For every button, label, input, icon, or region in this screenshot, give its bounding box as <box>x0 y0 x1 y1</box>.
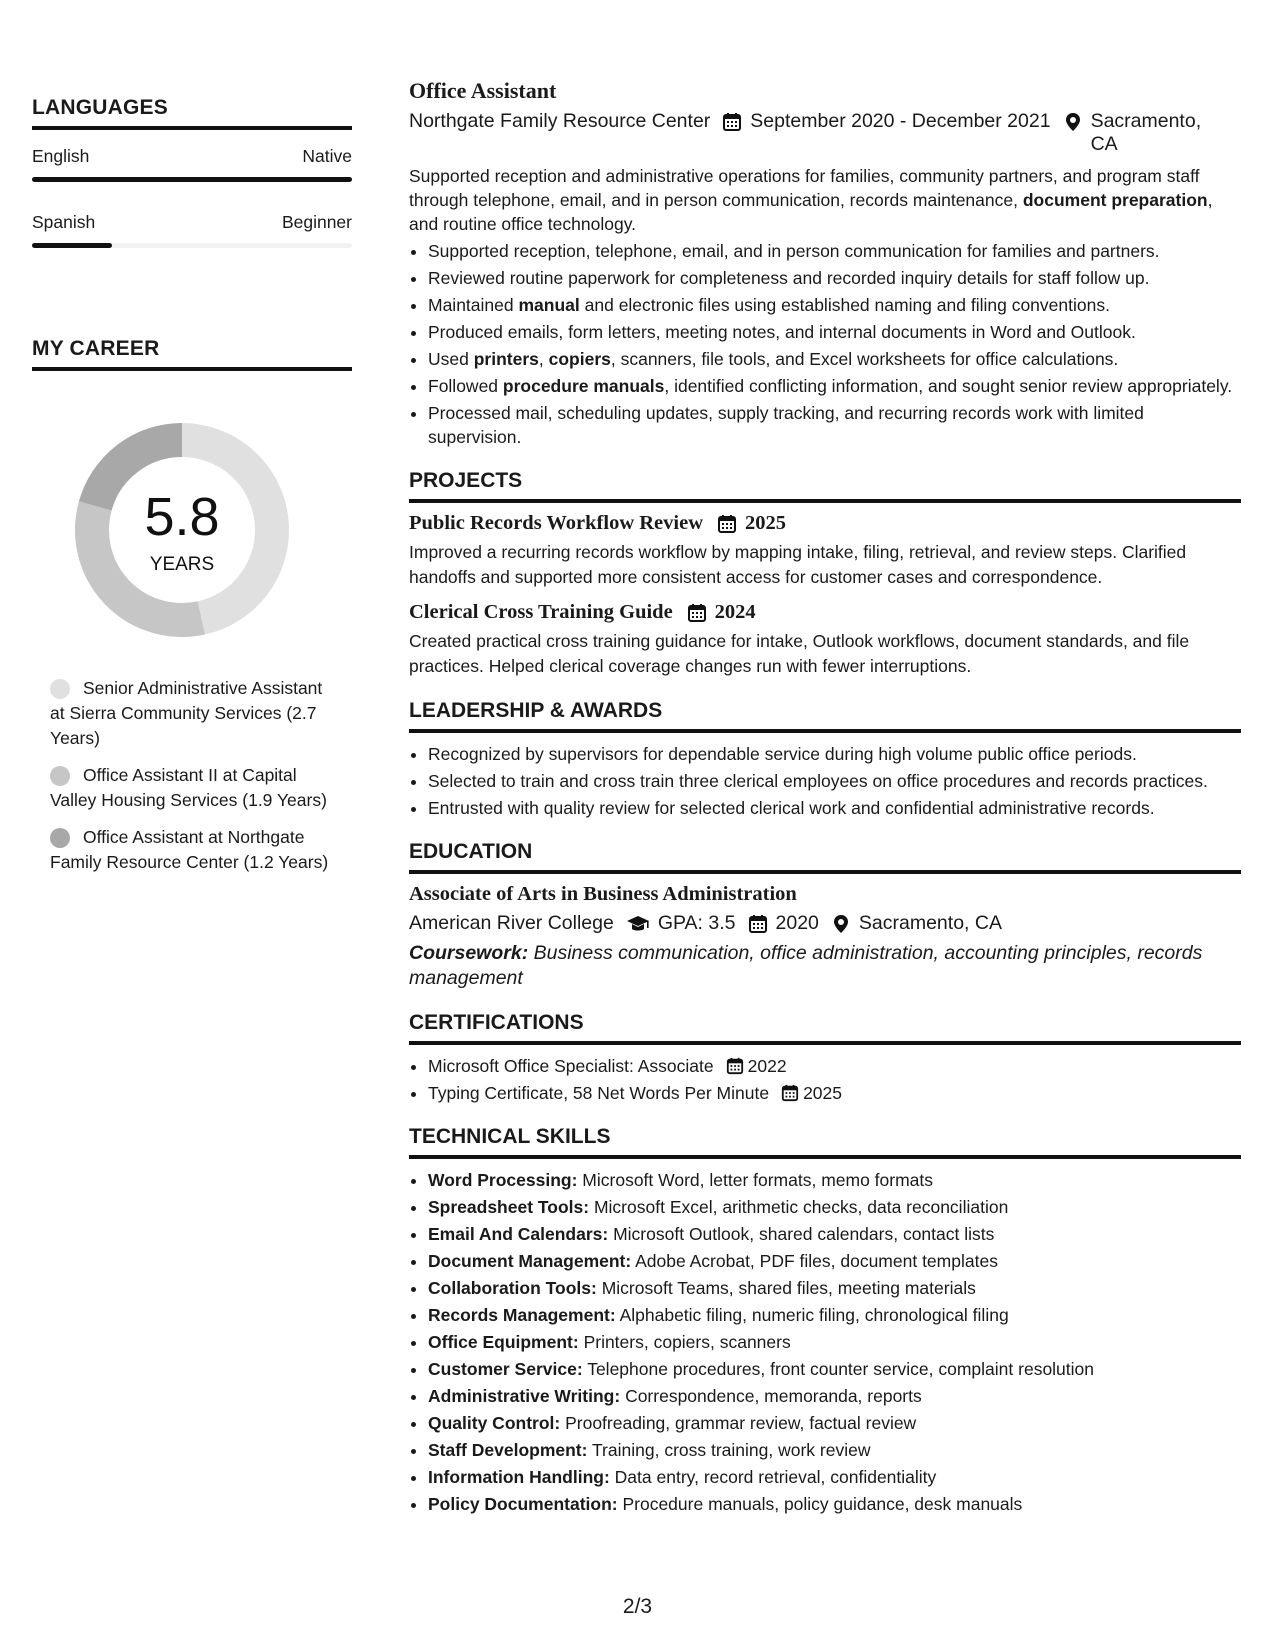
skill-item <box>428 1492 1241 1516</box>
skills-list <box>409 1168 1241 1516</box>
leadership-item: • Entrusted with quality review for selected clerical work and confidential administrative records. <box>428 796 1241 820</box>
certification-year: 2025 <box>803 1083 843 1103</box>
bullet-text: , <box>538 349 549 369</box>
location-pin-icon <box>1063 112 1083 132</box>
skill-value: Microsoft Word, letter formats, memo formats <box>577 1170 934 1190</box>
skill-label: Staff Development: <box>428 1440 588 1460</box>
bullet-emphasis: copiers <box>548 349 611 369</box>
calendar-icon <box>717 514 737 534</box>
skill-value: Adobe Acrobat, PDF files, document templates <box>631 1251 998 1271</box>
career-total-unit: YEARS <box>149 554 215 575</box>
job-summary <box>409 164 1241 236</box>
language-proficiency-bar <box>32 177 352 182</box>
project-title: Clerical Cross Training Guide <box>409 601 673 623</box>
calendar-icon <box>687 603 707 623</box>
language-level: Native <box>302 146 352 166</box>
skill-item <box>428 1411 1241 1435</box>
job-location: Sacramento, CA <box>1090 110 1202 155</box>
project-description: Improved a recurring records workflow by mapping intake, filing, retrieval, and review steps. Clarified handoffs and supported more consistent access for customer cases and correspondence. <box>409 542 1187 587</box>
education-school: American River College <box>409 912 614 934</box>
project-year: 2025 <box>745 512 786 534</box>
skill-label: Records Management: <box>428 1305 616 1325</box>
skill-label: Administrative Writing: <box>428 1386 621 1406</box>
summary-text: , and routine office technology. <box>409 190 1213 234</box>
skill-value: Microsoft Teams, shared files, meeting materials <box>596 1278 976 1298</box>
certification-name: Microsoft Office Specialist: Associate <box>428 1056 714 1076</box>
education-heading: EDUCATION <box>409 840 1241 874</box>
career-donut-chart <box>62 410 302 650</box>
career-legend-label: Senior Administrative Assistant at Sierra Community Services (2.7 Years) <box>50 678 323 748</box>
bullet-text: , scanners, file tools, and Excel worksheets for office calculations. <box>610 349 1119 369</box>
education-year: 2020 <box>775 912 819 934</box>
language-name: English <box>32 146 90 166</box>
calendar-icon <box>726 1057 744 1075</box>
projects-heading: PROJECTS <box>409 469 1241 503</box>
language-level: Beginner <box>281 212 352 232</box>
skill-label: Customer Service: <box>428 1359 583 1379</box>
language-proficiency-bar <box>32 243 352 248</box>
skill-value: Alphabetic filing, numeric filing, chronological filing <box>615 1305 1009 1325</box>
certifications-heading: CERTIFICATIONS <box>409 1011 1241 1045</box>
skill-value: Training, cross training, work review <box>587 1440 871 1460</box>
education-degree: Associate of Arts in Business Administration <box>409 883 797 905</box>
certification-name: Typing Certificate, 58 Net Words Per Minute <box>428 1083 770 1103</box>
skill-value: Proofreading, grammar review, factual review <box>560 1413 917 1433</box>
summary-emphasis: document preparation <box>1022 190 1208 210</box>
skill-item <box>428 1276 1241 1300</box>
job-bullet <box>428 374 1241 398</box>
certifications-list <box>409 1054 1241 1105</box>
skill-label: Word Processing: <box>428 1170 578 1190</box>
skill-item <box>428 1357 1241 1381</box>
legend-dot <box>50 679 70 699</box>
legend-dot <box>50 828 70 848</box>
education-gpa: GPA: 3.5 <box>657 912 736 934</box>
job-bullet: • Produced emails, form letters, meeting notes, and internal documents in Word and Outlook. <box>428 320 1241 344</box>
skill-item <box>428 1303 1241 1327</box>
language-item <box>32 146 352 182</box>
skills-heading: TECHNICAL SKILLS <box>409 1125 1241 1159</box>
skill-item <box>428 1249 1241 1273</box>
bullet-text: and electronic files using established naming and filing conventions. <box>579 295 1110 315</box>
project-title-row <box>409 601 1241 624</box>
skill-item <box>428 1384 1241 1408</box>
career-heading: MY CAREER <box>32 337 352 371</box>
skill-value: Telephone procedures, front counter service, complaint resolution <box>582 1359 1095 1379</box>
skill-item <box>428 1438 1241 1462</box>
job-bullet: • Processed mail, scheduling updates, supply tracking, and recurring records work with limited supervision. <box>428 401 1241 449</box>
skill-value: Data entry, record retrieval, confidentiality <box>609 1467 937 1487</box>
right-column <box>409 78 1241 1519</box>
bullet-text: , identified conflicting information, and sought senior review appropriately. <box>664 376 1233 396</box>
skill-value: Procedure manuals, policy guidance, desk manuals <box>617 1494 1023 1514</box>
summary-text: Supported reception and administrative operations for families, community partners, and program staff through telephone, email, and in person communication, records maintenance, <box>409 166 1200 210</box>
bullet-emphasis: manual <box>518 295 580 315</box>
skill-label: Document Management: <box>428 1251 632 1271</box>
skill-item <box>428 1195 1241 1219</box>
page-number: 2/3 <box>622 1595 653 1618</box>
bullet-emphasis: printers <box>473 349 539 369</box>
skill-item <box>428 1222 1241 1246</box>
skill-label: Collaboration Tools: <box>428 1278 597 1298</box>
skill-label: Office Equipment: <box>428 1332 579 1352</box>
education-meta <box>409 912 1241 935</box>
leadership-item: • Selected to train and cross train three clerical employees on office procedures and records practices. <box>428 769 1241 793</box>
job-bullet: • Reviewed routine paperwork for completeness and recorded inquiry details for staff follow up. <box>428 266 1241 290</box>
project-description: Created practical cross training guidance for intake, Outlook workflows, document standards, and file practices. Helped clerical coverage changes run with fewer interruptions. <box>409 631 1190 676</box>
education-coursework <box>409 941 1241 991</box>
language-name: Spanish <box>32 212 96 232</box>
certification-item <box>428 1054 1241 1078</box>
coursework-label: Coursework: <box>409 942 529 964</box>
legend-dot <box>50 766 70 786</box>
bullet-emphasis: procedure manuals <box>502 376 665 396</box>
calendar-icon <box>781 1084 799 1102</box>
job-bullet <box>428 293 1241 317</box>
language-proficiency-fill <box>32 243 112 248</box>
career-legend-item <box>50 825 335 875</box>
bullet-text: Followed <box>428 376 503 396</box>
job-bullet: • Supported reception, telephone, email, and in person communication for families and partners. <box>428 239 1241 263</box>
skill-label: Spreadsheet Tools: <box>428 1197 590 1217</box>
skill-value: Microsoft Outlook, shared calendars, contact lists <box>608 1224 995 1244</box>
career-legend-label: Office Assistant II at Capital Valley Housing Services (1.9 Years) <box>50 765 327 810</box>
bullet-text: Maintained <box>428 295 519 315</box>
project-title-row <box>409 512 1241 535</box>
leadership-item: • Recognized by supervisors for dependable service during high volume public office periods. <box>428 742 1241 766</box>
project-year: 2024 <box>714 601 756 623</box>
language-item <box>32 212 352 248</box>
job-bullet <box>428 347 1241 371</box>
skill-item <box>428 1330 1241 1354</box>
graduation-cap-icon <box>626 914 650 934</box>
education-location: Sacramento, CA <box>858 912 1002 934</box>
job-title: Office Assistant <box>409 78 557 103</box>
career-legend <box>50 676 335 887</box>
bullet-text: Used <box>428 349 474 369</box>
leadership-list <box>409 742 1241 820</box>
location-pin-icon <box>831 914 851 934</box>
career-legend-label: Office Assistant at Northgate Family Resource Center (1.2 Years) <box>50 827 329 872</box>
skill-item <box>428 1168 1241 1192</box>
certification-item <box>428 1081 1241 1105</box>
skill-label: Information Handling: <box>428 1467 610 1487</box>
job-dates: September 2020 - December 2021 <box>750 110 1051 132</box>
certification-year: 2022 <box>747 1056 787 1076</box>
calendar-icon <box>722 112 742 132</box>
skill-label: Policy Documentation: <box>428 1494 618 1514</box>
job-meta <box>409 110 1241 156</box>
languages-heading: LANGUAGES <box>32 96 352 130</box>
language-proficiency-fill <box>32 177 352 182</box>
skill-label: Email And Calendars: <box>428 1224 609 1244</box>
coursework-text: Business communication, office administration, accounting principles, records management <box>409 942 1203 989</box>
skill-item <box>428 1465 1241 1489</box>
job-bullets <box>409 239 1241 449</box>
career-legend-item <box>50 763 335 813</box>
job-company: Northgate Family Resource Center <box>409 110 711 132</box>
leadership-heading: LEADERSHIP & AWARDS <box>409 699 1241 733</box>
career-total-years: 5.8 <box>144 487 220 547</box>
career-legend-item <box>50 676 335 751</box>
skill-label: Quality Control: <box>428 1413 561 1433</box>
project-title: Public Records Workflow Review <box>409 512 703 534</box>
skill-value: Printers, copiers, scanners <box>578 1332 791 1352</box>
calendar-icon <box>748 914 768 934</box>
skill-value: Microsoft Excel, arithmetic checks, data reconciliation <box>589 1197 1009 1217</box>
skill-value: Correspondence, memoranda, reports <box>620 1386 922 1406</box>
